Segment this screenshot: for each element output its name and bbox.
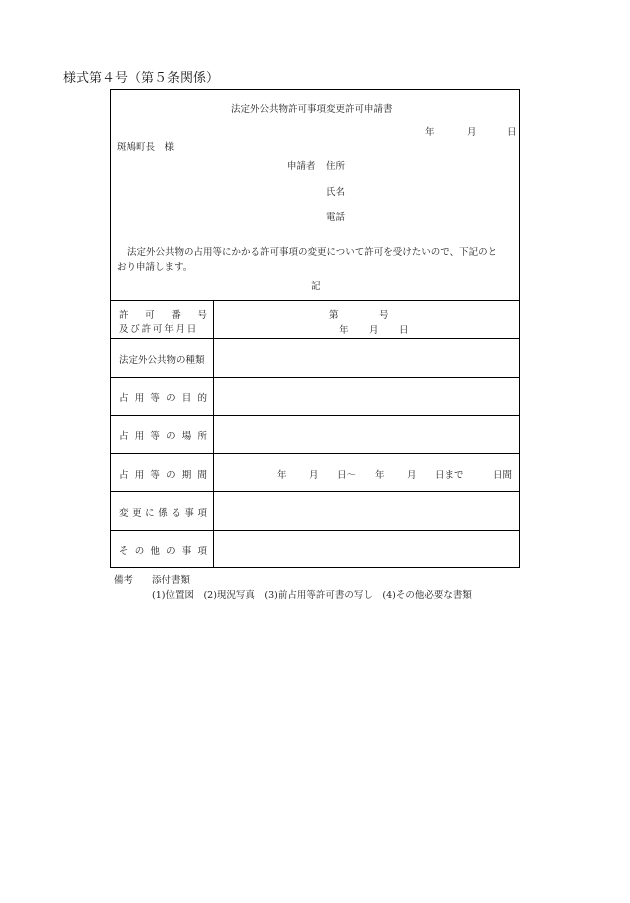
permit-label-line-1: 許 可 番 号 — [119, 310, 207, 321]
row-divider — [111, 338, 519, 339]
body-text-line-1: 法定外公共物の占用等にかかる許可事項の変更について許可を受けたいので、下記のと — [127, 247, 498, 258]
period-day-1: 日～ — [337, 470, 357, 481]
other-label: そ の 他 の 事 項 — [119, 546, 207, 557]
table-top-border — [111, 300, 519, 301]
date-year: 年 — [425, 127, 435, 138]
applicant-name: 氏名 — [326, 187, 346, 198]
date-month: 月 — [467, 127, 477, 138]
period-year-1: 年 — [277, 470, 287, 481]
row-divider — [111, 491, 519, 492]
addressee: 斑鳩町長 様 — [117, 142, 175, 153]
period-month-2: 月 — [407, 470, 417, 481]
period-month-1: 月 — [309, 470, 319, 481]
place-label: 占 用 等 の 場 所 — [119, 431, 207, 442]
application-form-box — [110, 89, 520, 568]
row-divider — [111, 415, 519, 416]
change-label: 変 更 に 係 る 事 項 — [119, 508, 207, 519]
attachments-title: 添付書類 — [152, 575, 191, 586]
remarks-label: 備考 — [114, 575, 134, 586]
permit-year: 年 — [339, 325, 349, 336]
column-divider — [213, 300, 214, 567]
ki-heading: 記 — [311, 281, 321, 292]
permit-dai: 第 — [329, 310, 339, 321]
permit-day: 日 — [399, 325, 409, 336]
applicant-phone: 電話 — [326, 212, 346, 223]
body-text-line-2: おり申請します。 — [117, 262, 193, 273]
attachments-list: (1)位置図 (2)現況写真 (3)前占用等許可書の写し (4)その他必要な書類 — [152, 590, 472, 601]
period-days: 日間 — [493, 470, 513, 481]
permit-month: 月 — [369, 325, 379, 336]
applicant-label: 申請者 — [287, 161, 316, 172]
purpose-label: 占 用 等 の 目 的 — [119, 393, 207, 404]
period-label: 占 用 等 の 期 間 — [119, 470, 207, 481]
permit-go: 号 — [379, 310, 389, 321]
applicant-address: 住所 — [326, 161, 346, 172]
form-number-label: 様式第４号（第５条関係） — [63, 71, 220, 86]
row-divider — [111, 377, 519, 378]
row-divider — [111, 530, 519, 531]
period-year-2: 年 — [375, 470, 385, 481]
period-day-2: 日まで — [435, 470, 464, 481]
permit-label-line-2: 及び許可年月日 — [119, 324, 199, 335]
row-divider — [111, 453, 519, 454]
kind-label: 法定外公共物の種類 — [119, 355, 205, 366]
date-day: 日 — [507, 127, 517, 138]
form-title: 法定外公共物許可事項変更許可申請書 — [231, 104, 393, 115]
